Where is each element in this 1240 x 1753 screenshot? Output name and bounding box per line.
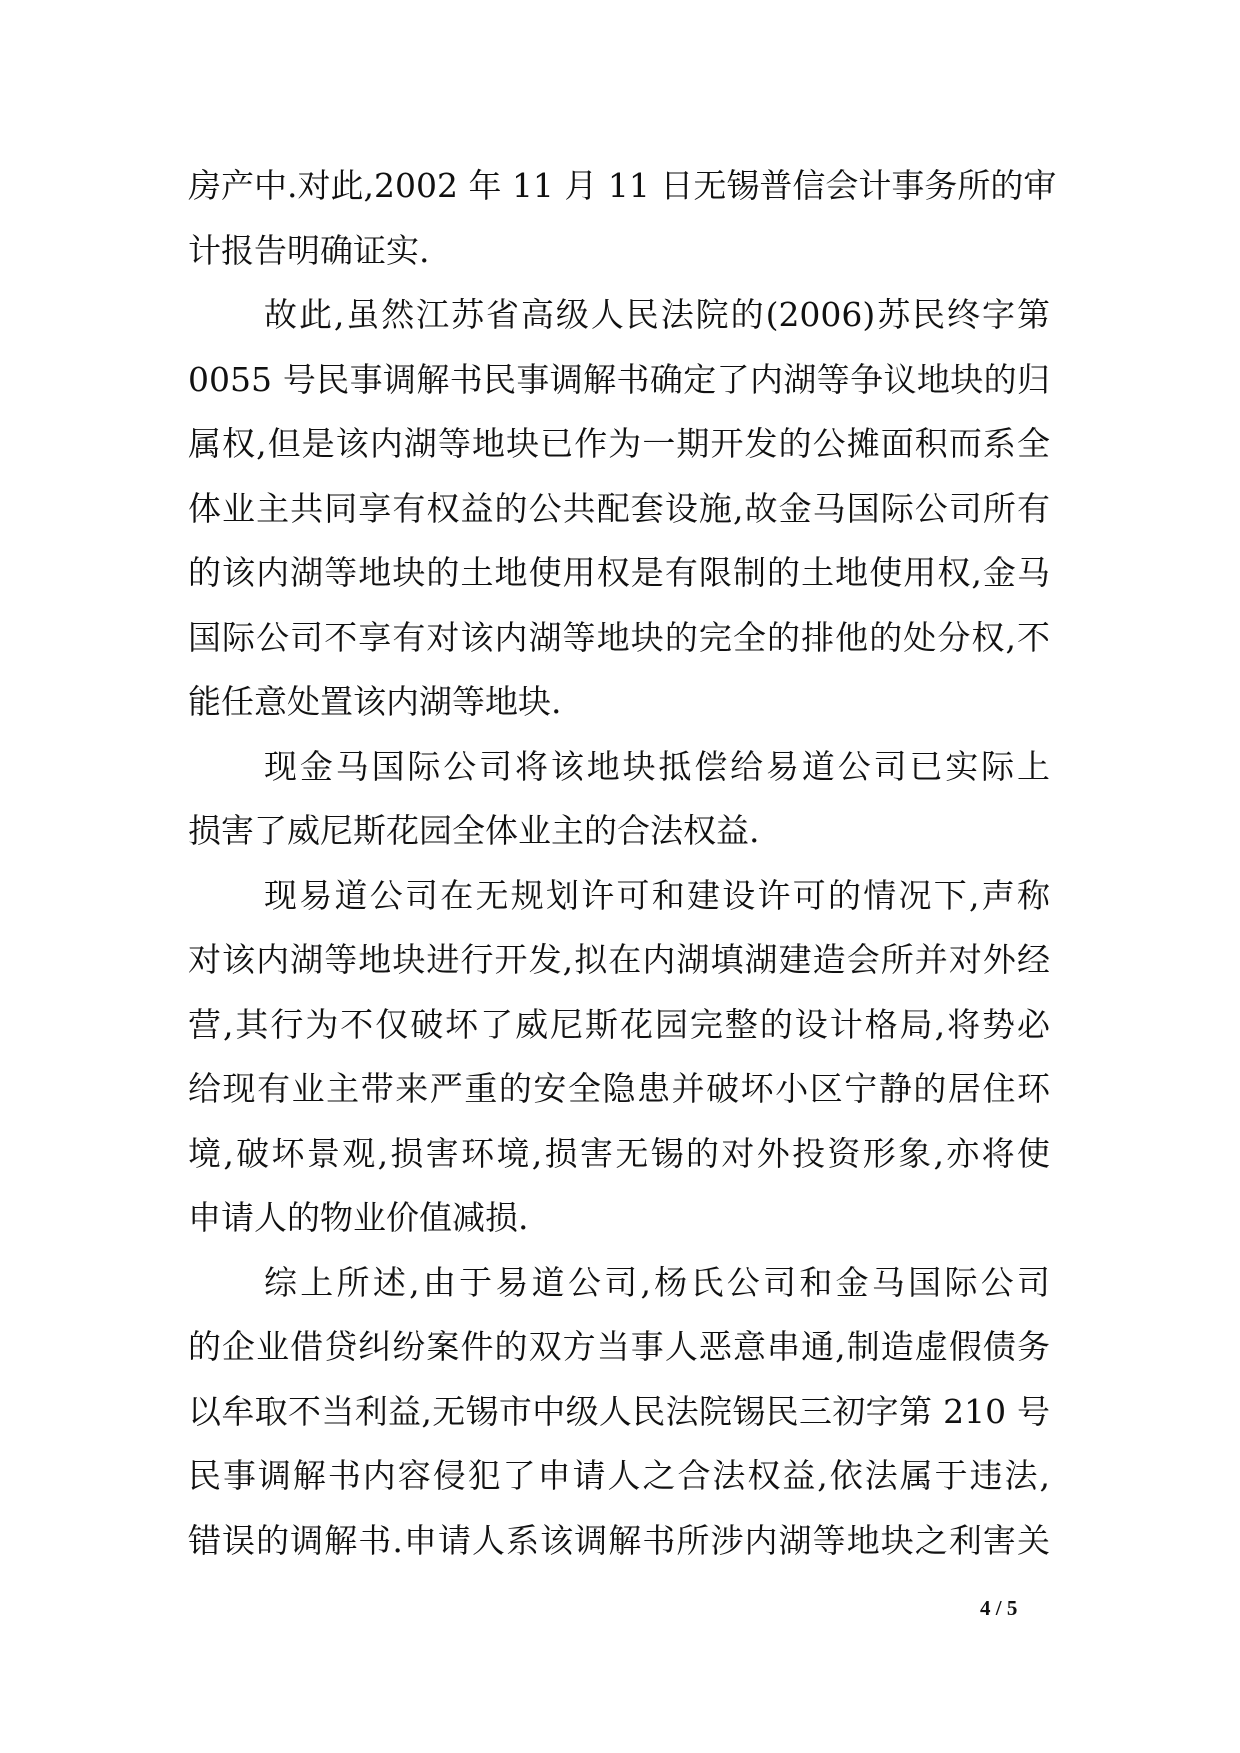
paragraph — [188, 1251, 1050, 1574]
text-line: 境,破坏景观,损害环境,损害无锡的对外投资形象,亦将使 — [188, 1133, 1050, 1173]
page-number: 4 / 5 — [980, 1596, 1018, 1620]
paragraph — [188, 864, 1050, 1251]
text-line: 房产中.对此,2002 年 11 月 11 日无锡普信会计事务所的审 — [188, 166, 1057, 205]
text-line: 的该内湖等地块的土地使用权是有限制的土地使用权,金马 — [188, 553, 1050, 592]
text-line: 故此,虽然江苏省高级人民法院的(2006)苏民终字第 — [264, 295, 1050, 334]
text-line: 以牟取不当利益,无锡市中级人民法院锡民三初字第 210 号 — [188, 1391, 1050, 1431]
text-line: 民事调解书内容侵犯了申请人之合法权益,依法属于违法, — [188, 1456, 1050, 1495]
text-line: 错误的调解书.申请人系该调解书所涉内湖等地块之利害关 — [188, 1520, 1050, 1560]
text-line: 体业主共同享有权益的公共配套设施,故金马国际公司所有 — [188, 488, 1050, 528]
text-line: 属权,但是该内湖等地块已作为一期开发的公摊面积而系全 — [188, 424, 1050, 463]
text-line: 0055 号民事调解书民事调解书确定了内湖等争议地块的归 — [188, 359, 1050, 399]
text-line: 给现有业主带来严重的安全隐患并破坏小区宁静的居住环 — [188, 1069, 1050, 1108]
document-body — [188, 154, 1057, 1573]
paragraph — [188, 154, 1057, 283]
text-line: 损害了威尼斯花园全体业主的合法权益. — [188, 811, 760, 850]
text-line: 营,其行为不仅破坏了威尼斯花园完整的设计格局,将势必 — [188, 1004, 1050, 1044]
paragraph — [188, 283, 1050, 735]
paragraph — [188, 735, 1050, 864]
text-line: 能任意处置该内湖等地块. — [188, 682, 562, 721]
text-line: 现金马国际公司将该地块抵偿给易道公司已实际上 — [264, 746, 1050, 786]
text-line: 综上所述,由于易道公司,杨氏公司和金马国际公司 — [264, 1262, 1050, 1302]
text-line: 计报告明确证实. — [188, 230, 430, 270]
text-line: 现易道公司在无规划许可和建设许可的情况下,声称 — [264, 875, 1050, 915]
text-line: 对该内湖等地块进行开发,拟在内湖填湖建造会所并对外经 — [188, 940, 1050, 979]
text-line: 国际公司不享有对该内湖等地块的完全的排他的处分权,不 — [188, 617, 1050, 657]
text-line: 申请人的物业价值减损. — [188, 1198, 529, 1237]
text-line: 的企业借贷纠纷案件的双方当事人恶意串通,制造虚假债务 — [188, 1327, 1050, 1366]
